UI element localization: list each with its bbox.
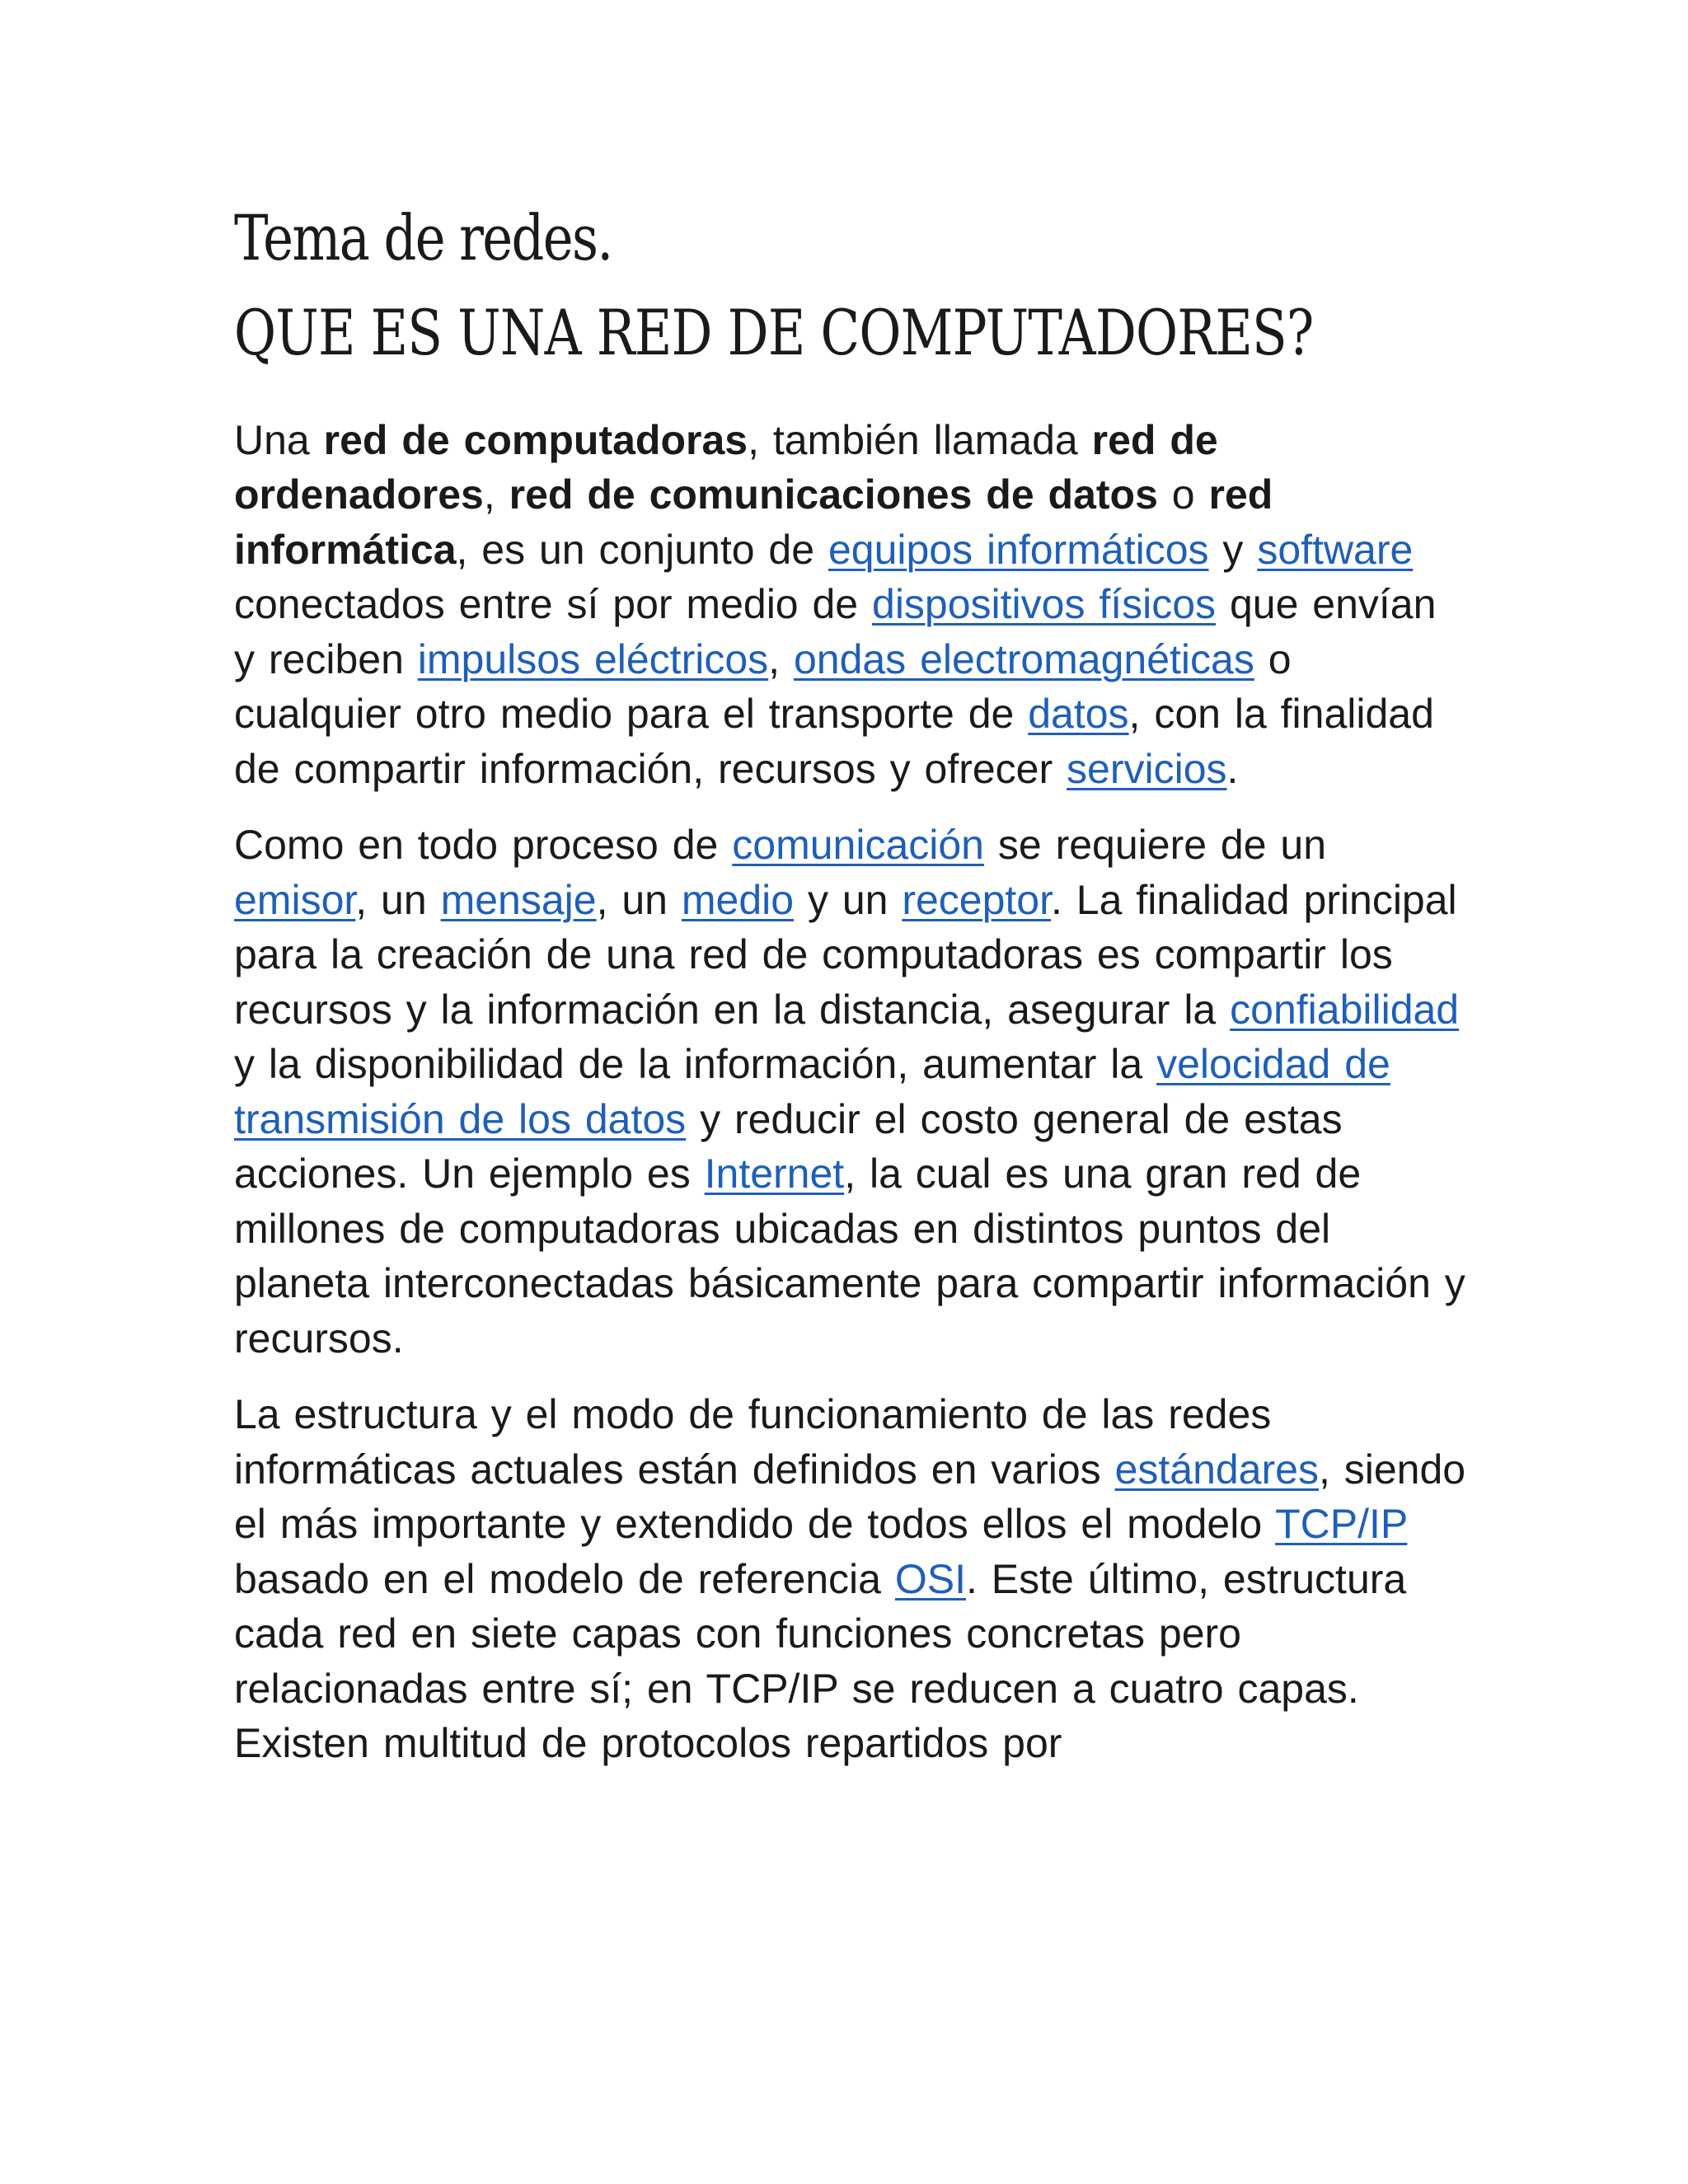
bold-term: red informática [234, 471, 1273, 573]
text-run: , [768, 635, 794, 682]
link-ondas-electromagneticas[interactable]: ondas electromagnéticas [793, 635, 1254, 682]
document-title: Tema de redes. [234, 201, 612, 274]
link-osi[interactable]: OSI [894, 1555, 967, 1602]
link-internet[interactable]: Internet [704, 1151, 845, 1197]
text-run: Como en todo proceso de [234, 822, 733, 869]
link-software[interactable]: software [1257, 526, 1414, 573]
text-run: , [483, 471, 509, 518]
link-dispositivos-fisicos[interactable]: dispositivos físicos [872, 581, 1217, 628]
text-run: , un [355, 876, 441, 923]
bold-term: red de ordenadores [234, 416, 1218, 518]
text-run: o cualquier otro medio para el transporte de [234, 635, 1292, 738]
text-run: . La finalidad principal para la creación de una red de computadoras es compartir los recursos y la información en la distancia, asegurar la [234, 876, 1457, 1033]
text-run: o [1157, 471, 1209, 518]
text-run: , siendo el más importante y extendido de todos ellos el modelo [234, 1446, 1466, 1548]
text-run: La estructura y el modo de funcionamiento de las redes informáticas actuales están definidos en varios [234, 1391, 1272, 1493]
text-run: conectados entre sí por medio de [234, 581, 873, 628]
bold-term: red de comunicaciones de datos [509, 471, 1158, 518]
link-equipos-informaticos[interactable]: equipos informáticos [828, 526, 1209, 573]
text-run: y reducir el costo general de estas acciones. Un ejemplo es [234, 1095, 1343, 1197]
text-run: y un [794, 876, 903, 923]
text-run: , la cual es una gran red de millones de computadoras ubicadas en distintos puntos del planeta interconectadas básicamente para compartir información y recursos. [234, 1151, 1465, 1361]
link-estandares[interactable]: estándares [1114, 1446, 1319, 1493]
link-impulsos-electricos[interactable]: impulsos eléctricos [417, 635, 769, 682]
text-run: se requiere de un [983, 822, 1327, 869]
link-velocidad-de-transmision[interactable]: velocidad de transmisión de los datos [234, 1041, 1390, 1142]
link-medio[interactable]: medio [681, 876, 795, 923]
document-heading: QUE ES UNA RED DE COMPUTADORES? [234, 296, 1314, 370]
text-run: , es un conjunto de [456, 526, 828, 573]
link-servicios[interactable]: servicios [1067, 745, 1227, 792]
text-run: basado en el modelo de referencia [234, 1555, 895, 1602]
paragraph-communication [234, 818, 1470, 1366]
text-run: Una [234, 416, 324, 463]
link-confiabilidad[interactable]: confiabilidad [1230, 986, 1460, 1033]
link-comunicacion[interactable]: comunicación [732, 822, 984, 869]
text-run: y la disponibilidad de la información, aumentar la [234, 1041, 1157, 1088]
link-datos[interactable]: datos [1028, 691, 1129, 738]
text-run: y [1208, 526, 1258, 573]
bold-term: red de computadoras [323, 416, 748, 463]
text-run: , también llamada [748, 416, 1092, 463]
document-content [234, 198, 1470, 1793]
text-run: . Este último, estructura cada red en siete capas con funciones concretas pero relacionadas entre sí; en TCP/IP se reducen a cuatro capas. Existen multitud de protocolos repartidos por [234, 1555, 1407, 1767]
link-emisor[interactable]: emisor [234, 876, 356, 923]
paragraph-structure [234, 1387, 1470, 1771]
text-run: , un [596, 876, 682, 923]
link-mensaje[interactable]: mensaje [440, 876, 597, 923]
link-tcp-ip[interactable]: TCP/IP [1275, 1501, 1408, 1548]
text-run: que envían y reciben [234, 581, 1437, 682]
link-receptor[interactable]: receptor [902, 876, 1052, 923]
paragraph-definition [234, 413, 1470, 797]
text-run: . [1226, 745, 1239, 792]
text-run: , con la finalidad de compartir información, recursos y ofrecer [234, 691, 1434, 792]
